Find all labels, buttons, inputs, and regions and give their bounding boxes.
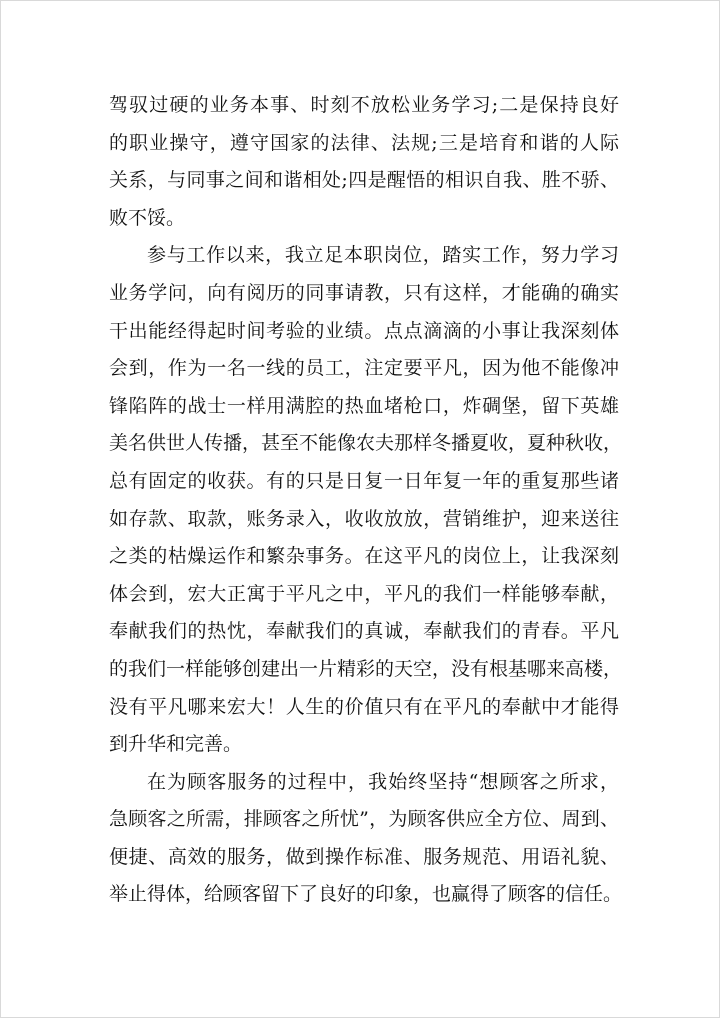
text-line: 举止得体，给顾客留下了良好的印象，也赢得了顾客的信任。 bbox=[109, 883, 623, 906]
text-line: 在为顾客服务的过程中，我始终坚持“想顾客之所求， bbox=[147, 770, 619, 793]
text-line: 干出能经得起时间考验的业绩。点点滴滴的小事让我深刻体 bbox=[109, 319, 619, 342]
paragraph-1 bbox=[109, 87, 619, 237]
text-line: 没有平凡哪来宏大！人生的价值只有在平凡的奉献中才能得 bbox=[109, 695, 619, 718]
text-line: 总有固定的收获。有的只是日复一日年复一年的重复那些诸 bbox=[109, 469, 619, 492]
text-line: 的职业操守，遵守国家的法律、法规;三是培育和谐的人际 bbox=[109, 131, 619, 154]
text-line: 如存款、取款，账务录入，收收放放，营销维护，迎来送往 bbox=[109, 507, 619, 530]
text-line: 锋陷阵的战士一样用满腔的热血堵枪口，炸碉堡，留下英雄 bbox=[109, 394, 619, 417]
text-line: 便捷、高效的服务，做到操作标准、服务规范、用语礼貌、 bbox=[109, 845, 619, 868]
text-line: 美名供世人传播，甚至不能像农夫那样冬播夏收，夏种秋收， bbox=[109, 432, 623, 455]
text-line: 奉献我们的热忱，奉献我们的真诚，奉献我们的青春。平凡 bbox=[109, 620, 619, 643]
text-line: 关系，与同事之间和谐相处;四是醒悟的相识自我、胜不骄、 bbox=[109, 169, 619, 192]
paragraph-2 bbox=[109, 237, 623, 763]
text-line: 体会到，宏大正寓于平凡之中，平凡的我们一样能够奉献， bbox=[109, 582, 619, 605]
text-line: 到升华和完善。 bbox=[109, 733, 243, 756]
text-line: 业务学问，向有阅历的同事请教，只有这样，才能确的确实 bbox=[109, 281, 619, 304]
text-line: 会到，作为一名一线的员工，注定要平凡，因为他不能像冲 bbox=[109, 357, 619, 380]
text-line: 驾驭过硬的业务本事、时刻不放松业务学习;二是保持良好 bbox=[109, 94, 619, 116]
text-line: 急顾客之所需，排顾客之所忧”，为顾客供应全方位、周到、 bbox=[109, 808, 619, 831]
text-line: 之类的枯燥运作和繁杂事务。在这平凡的岗位上，让我深刻 bbox=[109, 545, 619, 568]
document-body bbox=[109, 87, 623, 914]
text-line: 参与工作以来，我立足本职岗位，踏实工作，努力学习 bbox=[147, 244, 619, 267]
text-line: 的我们一样能够创建出一片精彩的天空，没有根基哪来高楼， bbox=[109, 657, 623, 680]
paragraph-3 bbox=[109, 764, 623, 914]
text-line: 败不馁。 bbox=[109, 206, 186, 229]
